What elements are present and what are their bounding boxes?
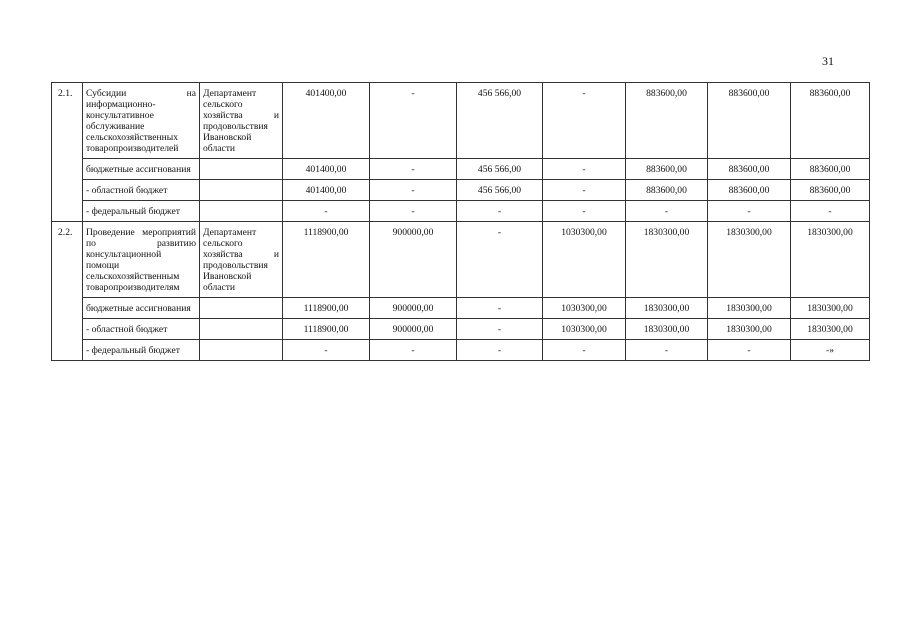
amount-cell: 1118900,00 <box>283 319 370 340</box>
amount-cell: - <box>543 159 626 180</box>
executor-empty <box>200 298 283 319</box>
amount-cell: 1830300,00 <box>708 222 791 298</box>
executor: Департамент сельского хозяйства и продовольствия Ивановской области <box>200 222 283 298</box>
amount-cell: 456 566,00 <box>457 159 543 180</box>
amount-cell: - <box>457 298 543 319</box>
amount-cell: - <box>370 180 457 201</box>
amount-cell: 456 566,00 <box>457 83 543 159</box>
amount-cell: - <box>626 340 708 361</box>
amount-cell: - <box>283 201 370 222</box>
table-row-measure <box>52 222 870 298</box>
amount-cell: - <box>626 201 708 222</box>
amount-cell: 1830300,00 <box>708 298 791 319</box>
amount-cell: - <box>543 340 626 361</box>
amount-cell: 883600,00 <box>708 83 791 159</box>
table-body <box>52 83 870 361</box>
amount-cell: - <box>283 340 370 361</box>
amount-cell: 1830300,00 <box>626 298 708 319</box>
amount-cell: 900000,00 <box>370 319 457 340</box>
executor-empty <box>200 201 283 222</box>
table-row-measure <box>52 83 870 159</box>
amount-cell: - <box>370 159 457 180</box>
amount-cell: 900000,00 <box>370 298 457 319</box>
amount-cell: 883600,00 <box>708 159 791 180</box>
measure-index: 2.2. <box>52 222 83 361</box>
amount-cell: - <box>708 340 791 361</box>
table-row-funding <box>52 340 870 361</box>
amount-cell: 1830300,00 <box>791 319 870 340</box>
table-row-funding <box>52 319 870 340</box>
measure-index: 2.1. <box>52 83 83 222</box>
amount-cell: 401400,00 <box>283 180 370 201</box>
amount-cell: 900000,00 <box>370 222 457 298</box>
amount-cell: 1830300,00 <box>791 222 870 298</box>
amount-cell: - <box>543 180 626 201</box>
funding-source: - федеральный бюджет <box>83 201 200 222</box>
amount-cell: 883600,00 <box>791 83 870 159</box>
amount-cell: - <box>791 201 870 222</box>
table-row-funding <box>52 298 870 319</box>
amount-cell: - <box>457 340 543 361</box>
budget-table <box>51 82 870 361</box>
funding-source: - областной бюджет <box>83 319 200 340</box>
amount-cell: 883600,00 <box>626 180 708 201</box>
amount-cell: 1030300,00 <box>543 319 626 340</box>
amount-cell: - <box>457 201 543 222</box>
amount-cell: - <box>370 340 457 361</box>
amount-cell: 883600,00 <box>791 180 870 201</box>
funding-source: бюджетные ассигнования <box>83 159 200 180</box>
executor-empty <box>200 319 283 340</box>
funding-source: - федеральный бюджет <box>83 340 200 361</box>
amount-cell: 1830300,00 <box>791 298 870 319</box>
amount-cell: 883600,00 <box>626 159 708 180</box>
funding-source: бюджетные ассигнования <box>83 298 200 319</box>
amount-cell: 401400,00 <box>283 159 370 180</box>
table-row-funding <box>52 159 870 180</box>
amount-cell: 401400,00 <box>283 83 370 159</box>
amount-cell: - <box>543 83 626 159</box>
amount-cell: - <box>543 201 626 222</box>
executor-empty <box>200 159 283 180</box>
amount-cell: 1118900,00 <box>283 222 370 298</box>
funding-source: - областной бюджет <box>83 180 200 201</box>
measure-name: Субсидии на информационно-консультативное обслуживание сельскохозяйственных товаропроизводителей <box>83 83 200 159</box>
amount-cell: 456 566,00 <box>457 180 543 201</box>
amount-cell: - <box>370 201 457 222</box>
amount-cell: - <box>457 222 543 298</box>
amount-cell: 883600,00 <box>626 83 708 159</box>
amount-cell: 1118900,00 <box>283 298 370 319</box>
executor-empty <box>200 180 283 201</box>
amount-cell: -» <box>791 340 870 361</box>
page-number: 31 <box>822 54 834 68</box>
table-row-funding <box>52 180 870 201</box>
executor: Департамент сельского хозяйства и продовольствия Ивановской области <box>200 83 283 159</box>
amount-cell: 1030300,00 <box>543 222 626 298</box>
amount-cell: 883600,00 <box>708 180 791 201</box>
executor-empty <box>200 340 283 361</box>
table-row-funding <box>52 201 870 222</box>
amount-cell: - <box>457 319 543 340</box>
amount-cell: 1830300,00 <box>626 319 708 340</box>
amount-cell: - <box>708 201 791 222</box>
amount-cell: 1830300,00 <box>626 222 708 298</box>
amount-cell: - <box>370 83 457 159</box>
amount-cell: 883600,00 <box>791 159 870 180</box>
measure-name: Проведение мероприятий по развитию консультационной помощи сельскохозяйственным товаропроизводителям <box>83 222 200 298</box>
amount-cell: 1830300,00 <box>708 319 791 340</box>
amount-cell: 1030300,00 <box>543 298 626 319</box>
